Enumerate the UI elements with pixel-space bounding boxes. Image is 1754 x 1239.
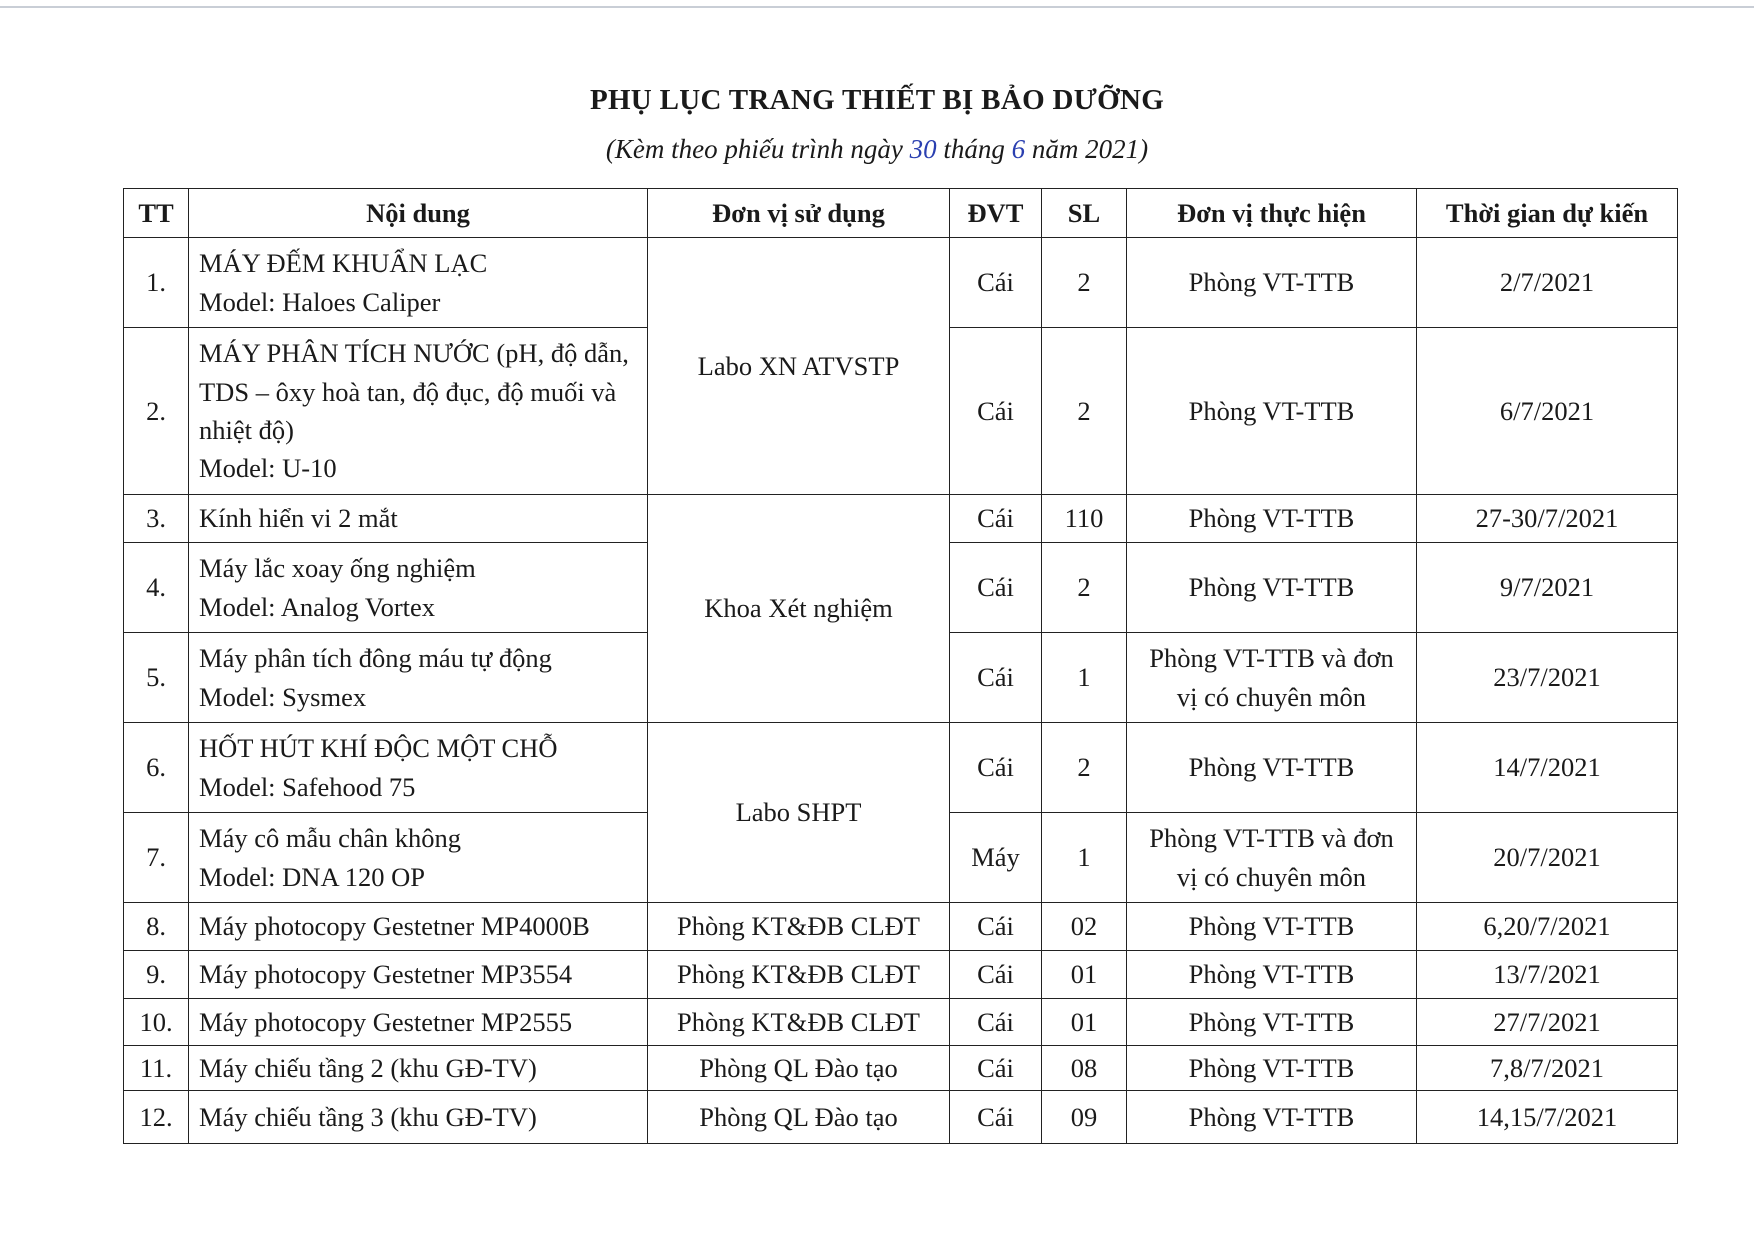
unit-of-measure: Cái [950,1046,1042,1091]
column-header: Đơn vị sử dụng [648,189,950,238]
item-content [189,723,648,813]
item-content [189,633,648,723]
expected-time: 9/7/2021 [1417,543,1678,633]
item-model: Model: Safehood 75 [199,771,416,802]
item-name: MÁY PHÂN TÍCH NƯỚC (pH, độ dẫn, TDS – ôxy hoà tan, độ đục, độ muối và nhiệt độ) [199,338,629,445]
row-number: 8. [124,903,189,951]
using-unit: Phòng KT&ĐB CLĐT [648,903,950,951]
using-unit: Labo SHPT [648,723,950,903]
using-unit: Labo XN ATVSTP [648,238,950,495]
item-name: MÁY ĐẾM KHUẨN LẠC [199,248,488,279]
column-header: SL [1042,189,1127,238]
unit-of-measure: Cái [950,328,1042,495]
item-name: Máy phân tích đông máu tự động [199,643,552,674]
quantity: 110 [1042,495,1127,543]
implementing-unit: Phòng VT-TTB [1127,328,1417,495]
unit-of-measure: Cái [950,903,1042,951]
item-name: Máy photocopy Gestetner MP2555 [199,1006,573,1037]
item-content [189,999,648,1046]
quantity: 01 [1042,951,1127,999]
implementing-unit: Phòng VT-TTB [1127,951,1417,999]
expected-time: 2/7/2021 [1417,238,1678,328]
using-unit: Khoa Xét nghiệm [648,495,950,723]
quantity: 2 [1042,328,1127,495]
table-header [124,189,1678,238]
item-name: Máy photocopy Gestetner MP3554 [199,959,573,990]
expected-time: 14/7/2021 [1417,723,1678,813]
subtitle-suffix: năm 2021) [1025,134,1149,164]
column-header: Đơn vị thực hiện [1127,189,1417,238]
quantity: 09 [1042,1091,1127,1144]
implementing-unit: Phòng VT-TTB [1127,723,1417,813]
row-number: 1. [124,238,189,328]
item-content [189,903,648,951]
implementing-unit: Phòng VT-TTB [1127,543,1417,633]
quantity: 1 [1042,813,1127,903]
row-number: 11. [124,1046,189,1091]
table-row [124,903,1678,951]
unit-of-measure: Cái [950,723,1042,813]
row-number: 7. [124,813,189,903]
implementing-unit: Phòng VT-TTB và đơn vị có chuyên môn [1127,633,1417,723]
subtitle-prefix: (Kèm theo phiếu trình ngày [605,134,910,164]
quantity: 01 [1042,999,1127,1046]
scan-edge-line [0,6,1754,8]
document-subtitle [0,134,1754,165]
column-header: ĐVT [950,189,1042,238]
table-row [124,1046,1678,1091]
item-content [189,951,648,999]
expected-time: 6,20/7/2021 [1417,903,1678,951]
unit-of-measure: Cái [950,1091,1042,1144]
implementing-unit: Phòng VT-TTB [1127,1091,1417,1144]
expected-time: 6/7/2021 [1417,328,1678,495]
handwritten-day: 30 [909,134,937,164]
expected-time: 23/7/2021 [1417,633,1678,723]
row-number: 12. [124,1091,189,1144]
item-model: Model: U-10 [199,453,337,484]
row-number: 10. [124,999,189,1046]
item-content [189,543,648,633]
item-model: Model: Haloes Caliper [199,286,441,317]
unit-of-measure: Máy [950,813,1042,903]
unit-of-measure: Cái [950,543,1042,633]
unit-of-measure: Cái [950,999,1042,1046]
item-name: Máy lắc xoay ống nghiệm [199,553,476,584]
using-unit: Phòng KT&ĐB CLĐT [648,999,950,1046]
quantity: 2 [1042,543,1127,633]
implementing-unit: Phòng VT-TTB [1127,495,1417,543]
using-unit: Phòng QL Đào tạo [648,1091,950,1144]
table-row [124,495,1678,543]
expected-time: 13/7/2021 [1417,951,1678,999]
implementing-unit: Phòng VT-TTB và đơn vị có chuyên môn [1127,813,1417,903]
item-name: Kính hiển vi 2 mắt [199,503,398,534]
item-content [189,328,648,495]
implementing-unit: Phòng VT-TTB [1127,1046,1417,1091]
item-name: Máy cô mẫu chân không [199,823,461,854]
row-number: 9. [124,951,189,999]
quantity: 1 [1042,633,1127,723]
item-name: Máy chiếu tầng 2 (khu GĐ-TV) [199,1052,537,1083]
item-content [189,495,648,543]
row-number: 6. [124,723,189,813]
row-number: 3. [124,495,189,543]
item-content [189,813,648,903]
equipment-table [123,188,1678,1144]
quantity: 08 [1042,1046,1127,1091]
unit-of-measure: Cái [950,238,1042,328]
table-row [124,951,1678,999]
item-name: HỐT HÚT KHÍ ĐỘC MỘT CHỖ [199,733,558,764]
expected-time: 7,8/7/2021 [1417,1046,1678,1091]
unit-of-measure: Cái [950,495,1042,543]
row-number: 4. [124,543,189,633]
implementing-unit: Phòng VT-TTB [1127,999,1417,1046]
handwritten-month: 6 [1011,134,1026,164]
quantity: 2 [1042,723,1127,813]
column-header: TT [124,189,189,238]
implementing-unit: Phòng VT-TTB [1127,903,1417,951]
document-title: PHỤ LỤC TRANG THIẾT BỊ BẢO DƯỠNG [589,84,1165,116]
item-model: Model: Sysmex [199,681,367,712]
expected-time: 27-30/7/2021 [1417,495,1678,543]
expected-time: 20/7/2021 [1417,813,1678,903]
item-model: Model: Analog Vortex [199,591,436,622]
using-unit: Phòng KT&ĐB CLĐT [648,951,950,999]
quantity: 02 [1042,903,1127,951]
row-number: 5. [124,633,189,723]
unit-of-measure: Cái [950,951,1042,999]
row-number: 2. [124,328,189,495]
table-row [124,723,1678,813]
table-row [124,999,1678,1046]
item-name: Máy chiếu tầng 3 (khu GĐ-TV) [199,1101,537,1132]
item-content [189,238,648,328]
item-content [189,1091,648,1144]
table-row [124,1091,1678,1144]
using-unit: Phòng QL Đào tạo [648,1046,950,1091]
column-header: Thời gian dự kiến [1417,189,1678,238]
column-header: Nội dung [189,189,648,238]
item-name: Máy photocopy Gestetner MP4000B [199,911,590,942]
item-model: Model: DNA 120 OP [199,861,426,892]
table-row [124,238,1678,328]
expected-time: 14,15/7/2021 [1417,1091,1678,1144]
subtitle-mid: tháng [936,134,1012,164]
item-content [189,1046,648,1091]
unit-of-measure: Cái [950,633,1042,723]
implementing-unit: Phòng VT-TTB [1127,238,1417,328]
expected-time: 27/7/2021 [1417,999,1678,1046]
quantity: 2 [1042,238,1127,328]
